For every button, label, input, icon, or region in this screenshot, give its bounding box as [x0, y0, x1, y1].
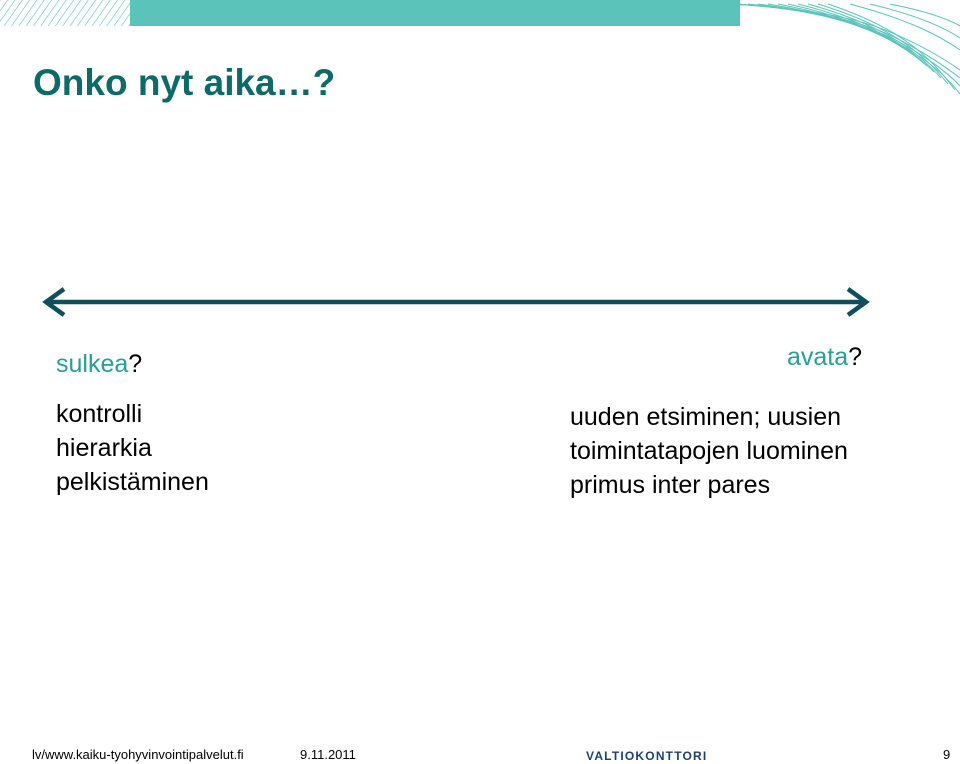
brand-logo: VALTIOKONTTORI: [586, 749, 708, 763]
page-number: 9: [943, 747, 951, 762]
list-item: hierarkia: [56, 434, 152, 462]
left-heading: [56, 352, 142, 377]
left-heading-mark: ?: [128, 350, 143, 378]
right-heading: [787, 345, 862, 370]
footer-date: 9.11.2011: [300, 747, 356, 762]
left-list: [56, 397, 209, 499]
double-arrow-icon: [40, 286, 872, 320]
list-item: primus inter pares: [570, 471, 771, 499]
slide-title: Onko nyt aika…?: [33, 62, 336, 103]
list-item: uuden etsiminen; uusien: [570, 403, 842, 431]
list-item: kontrolli: [56, 400, 143, 428]
footer-url: lv/www.kaiku-tyohyvinvointipalvelut.fi: [32, 747, 244, 762]
list-item: pelkistäminen: [56, 468, 209, 496]
left-heading-word: sulkea: [56, 350, 129, 378]
right-list: [570, 400, 848, 502]
list-item: toimintatapojen luominen: [570, 437, 848, 465]
right-heading-mark: ?: [848, 343, 863, 371]
right-heading-word: avata: [787, 343, 849, 371]
